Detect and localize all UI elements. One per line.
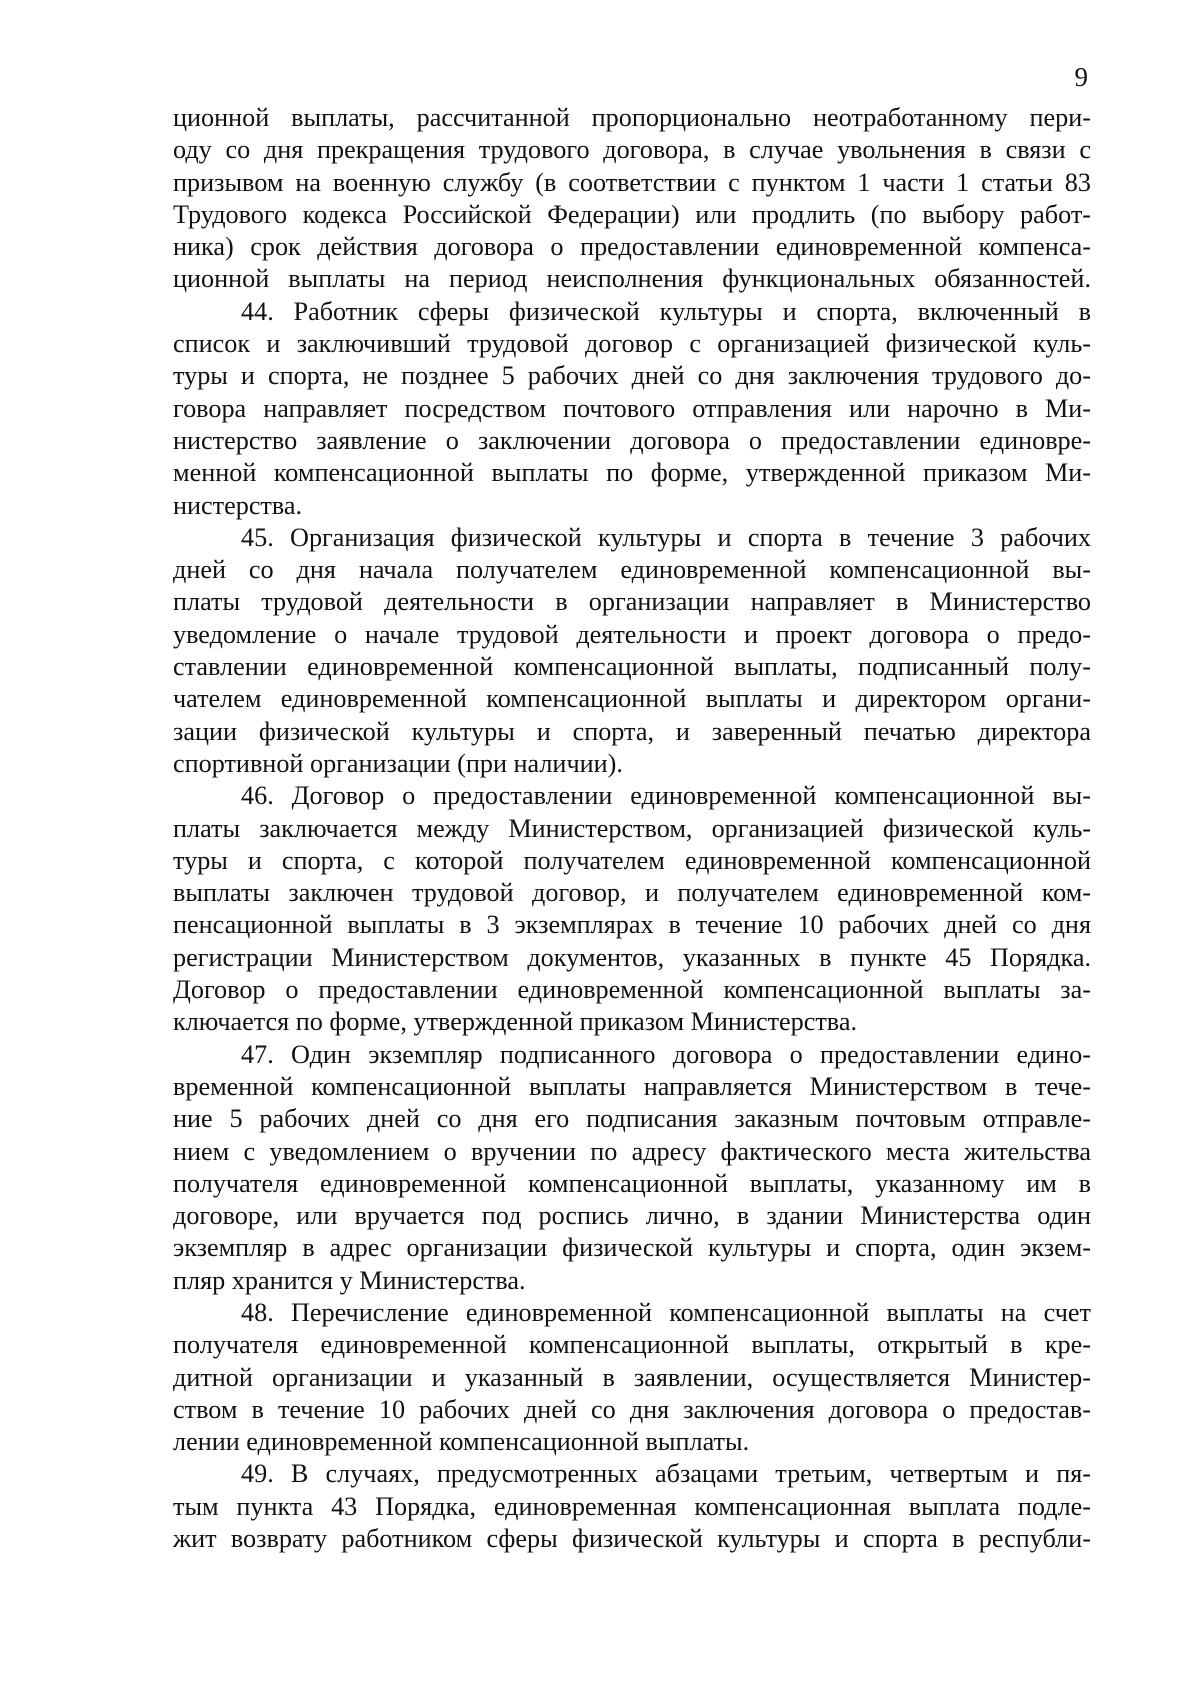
- text-line: чателем единовременной компенсационной выплаты и директором органи-: [173, 684, 1091, 714]
- text-line: призывом на военную службу (в соответствии с пунктом 1 части 1 статьи 83: [173, 167, 1091, 197]
- text-line: туры и спорта, не позднее 5 рабочих дней со дня заключения трудового до-: [173, 361, 1091, 391]
- text-line: дитной организации и указанный в заявлении, осуществляется Министер-: [173, 1362, 1091, 1392]
- paragraph-49: [173, 1458, 1091, 1555]
- text-line: экземпляр в адрес организации физической культуры и спорта, один экзем-: [173, 1233, 1091, 1263]
- text-line: нистерства.: [173, 490, 303, 520]
- text-line: ника) срок действия договора о предоставлении единовременной компенса-: [173, 232, 1091, 262]
- text-line: 47. Один экземпляр подписанного договора о предоставлении едино-: [241, 1039, 1091, 1069]
- text-line: нием с уведомлением о вручении по адресу фактического места жительства: [173, 1136, 1091, 1166]
- paragraph-44: [173, 296, 1091, 522]
- text-line: платы заключается между Министерством, организацией физической куль-: [173, 813, 1091, 843]
- text-line: ставлении единовременной компенсационной выплаты, подписанный полу-: [173, 652, 1091, 682]
- text-line: получателя единовременной компенсационной выплаты, открытый в кре-: [173, 1330, 1091, 1360]
- paragraph-continuation: [173, 102, 1091, 296]
- text-line: платы трудовой деятельности в организации направляет в Министерство: [173, 587, 1091, 617]
- text-line: ством в течение 10 рабочих дней со дня заключения договора о предостав-: [173, 1394, 1091, 1424]
- paragraph-48: [173, 1297, 1091, 1458]
- paragraph-45: [173, 522, 1091, 780]
- page-number: 9: [1074, 62, 1088, 92]
- text-line: жит возврату работником сферы физической культуры и спорта в республи-: [173, 1524, 1091, 1554]
- text-line: тым пункта 43 Порядка, единовременная компенсационная выплата подле-: [173, 1491, 1091, 1521]
- text-line: менной компенсационной выплаты по форме, утвержденной приказом Ми-: [173, 458, 1091, 488]
- text-line: договоре, или вручается под роспись лично, в здании Министерства один: [173, 1201, 1091, 1231]
- text-line: ние 5 рабочих дней со дня его подписания заказным почтовым отправле-: [173, 1104, 1091, 1134]
- paragraph-46: [173, 780, 1091, 1038]
- text-line: дней со дня начала получателем единовременной компенсационной вы-: [173, 555, 1091, 585]
- text-line: выплаты заключен трудовой договор, и получателем единовременной ком-: [173, 878, 1091, 908]
- text-line: 44. Работник сферы физической культуры и спорта, включенный в: [241, 296, 1091, 326]
- text-line: 45. Организация физической культуры и спорта в течение 3 рабочих: [241, 522, 1091, 552]
- document-body: [173, 102, 1091, 1555]
- text-line: список и заключивший трудовой договор с организацией физической куль-: [173, 329, 1091, 359]
- text-line: уведомление о начале трудовой деятельности и проект договора о предо-: [173, 619, 1091, 649]
- text-line: зации физической культуры и спорта, и заверенный печатью директора: [173, 716, 1091, 746]
- text-line: пляр хранится у Министерства.: [173, 1265, 526, 1295]
- text-line: 48. Перечисление единовременной компенсационной выплаты на счет: [241, 1297, 1091, 1327]
- text-line: лении единовременной компенсационной выплаты.: [173, 1427, 750, 1457]
- text-line: ционной выплаты на период неисполнения функциональных обязанностей.: [173, 264, 1091, 294]
- text-line: спортивной организации (при наличии).: [173, 748, 623, 778]
- text-line: говора направляет посредством почтового отправления или нарочно в Ми-: [173, 393, 1091, 423]
- text-line: 49. В случаях, предусмотренных абзацами третьим, четвертым и пя-: [241, 1459, 1091, 1489]
- paragraph-47: [173, 1039, 1091, 1297]
- text-line: 46. Договор о предоставлении единовременной компенсационной вы-: [241, 781, 1091, 811]
- text-line: Договор о предоставлении единовременной компенсационной выплаты за-: [173, 975, 1091, 1005]
- text-line: временной компенсационной выплаты направляется Министерством в тече-: [173, 1071, 1091, 1101]
- text-line: получателя единовременной компенсационной выплаты, указанному им в: [173, 1168, 1091, 1198]
- text-line: туры и спорта, с которой получателем единовременной компенсационной: [173, 845, 1091, 875]
- text-line: нистерство заявление о заключении договора о предоставлении единовре-: [173, 425, 1091, 455]
- text-line: регистрации Министерством документов, указанных в пункте 45 Порядка.: [173, 942, 1091, 972]
- text-line: ционной выплаты, рассчитанной пропорционально неотработанному пери-: [173, 103, 1091, 132]
- text-line: Трудового кодекса Российской Федерации) или продлить (по выбору работ-: [173, 199, 1091, 229]
- text-line: ключается по форме, утвержденной приказом Министерства.: [173, 1007, 857, 1037]
- text-line: оду со дня прекращения трудового договора, в случае увольнения в связи с: [173, 135, 1091, 165]
- text-line: пенсационной выплаты в 3 экземплярах в течение 10 рабочих дней со дня: [173, 910, 1091, 940]
